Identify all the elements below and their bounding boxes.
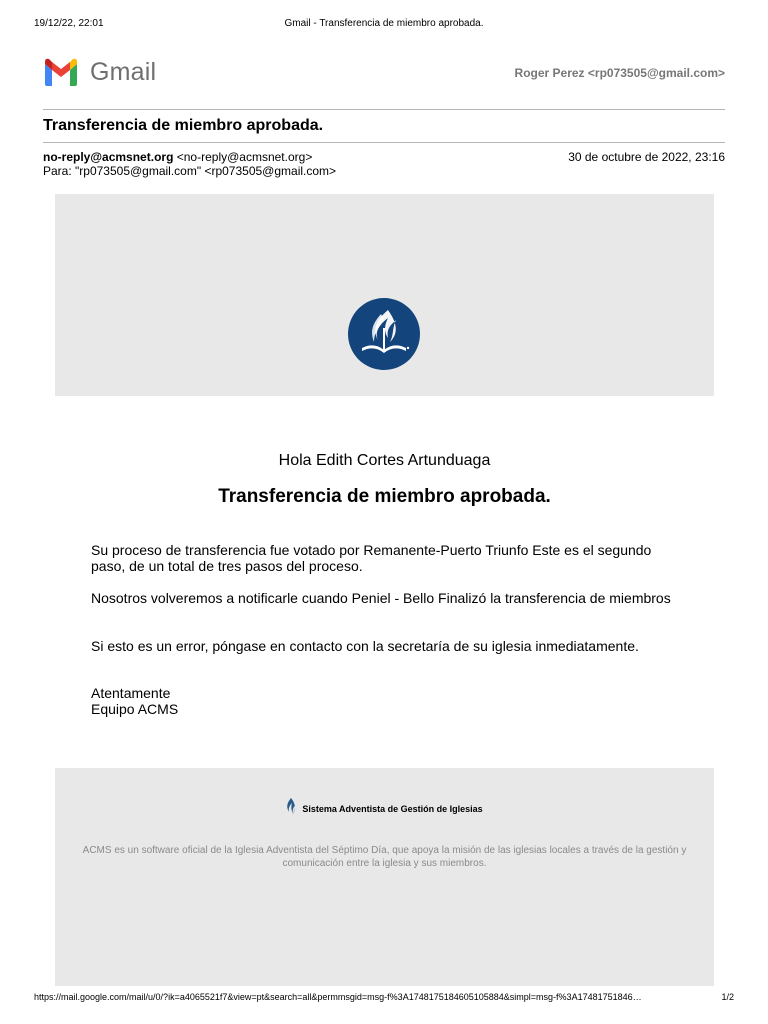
print-url: https://mail.google.com/mail/u/0/?ik=a4065521f7&view=pt&search=all&permmsgid=msg-f%3A1748175184605105884&simpl=msg-f%3A17481751846…	[34, 992, 642, 1002]
email-hero-banner	[55, 194, 714, 396]
greeting: Hola Edith Cortes Artunduaga	[278, 452, 491, 469]
signature	[91, 685, 178, 717]
divider	[43, 142, 725, 143]
footer-brand	[55, 798, 714, 816]
message-meta	[43, 150, 725, 178]
paragraph: Su proceso de transferencia fue votado por Remanente-Puerto Triunfo Este es el segundo paso, de un total de tres pasos del proceso.	[91, 542, 652, 574]
email-body	[55, 396, 714, 768]
page-number: 1/2	[721, 992, 734, 1002]
sent-date: 30 de octubre de 2022, 23:16	[568, 150, 725, 164]
print-datetime: 19/12/22, 22:01	[34, 18, 104, 29]
print-header	[34, 18, 734, 32]
gmail-logo-icon	[43, 58, 79, 86]
email-heading: Transferencia de miembro aprobada.	[218, 486, 551, 507]
footer-brand-text: Sistema Adventista de Gestión de Iglesias	[302, 804, 483, 814]
signoff: Atentamente	[91, 685, 171, 701]
print-footer	[34, 992, 734, 1006]
paragraph: Si esto es un error, póngase en contacto con la secretaría de su iglesia inmediatamente.	[91, 638, 639, 654]
divider	[43, 109, 725, 110]
flame-icon	[286, 798, 296, 816]
message-subject: Transferencia de miembro aprobada.	[43, 117, 324, 134]
footer-description: ACMS es un software oficial de la Iglesia Adventista del Séptimo Día, que apoya la misión de las iglesias locales a través de la gestión y comunicación entre la iglesia y sus miembros.	[82, 845, 687, 869]
account-label: Roger Perez <rp073505@gmail.com>	[514, 66, 725, 80]
gmail-header	[43, 56, 725, 96]
adventist-flame-icon	[348, 298, 420, 370]
email-card	[55, 194, 714, 986]
recipient-line: Para: "rp073505@gmail.com" <rp073505@gmail.com>	[43, 164, 337, 178]
email-footer	[55, 768, 714, 986]
paragraph: Nosotros volveremos a notificarle cuando Peniel - Bello Finalizó la transferencia de miembros	[91, 590, 671, 606]
gmail-wordmark: Gmail	[90, 58, 157, 86]
print-page-title: Gmail - Transferencia de miembro aprobada.	[284, 18, 484, 29]
sender-name: no-reply@acmsnet.org	[43, 150, 174, 164]
sender-address: <no-reply@acmsnet.org>	[176, 150, 313, 164]
team-name: Equipo ACMS	[91, 701, 179, 717]
